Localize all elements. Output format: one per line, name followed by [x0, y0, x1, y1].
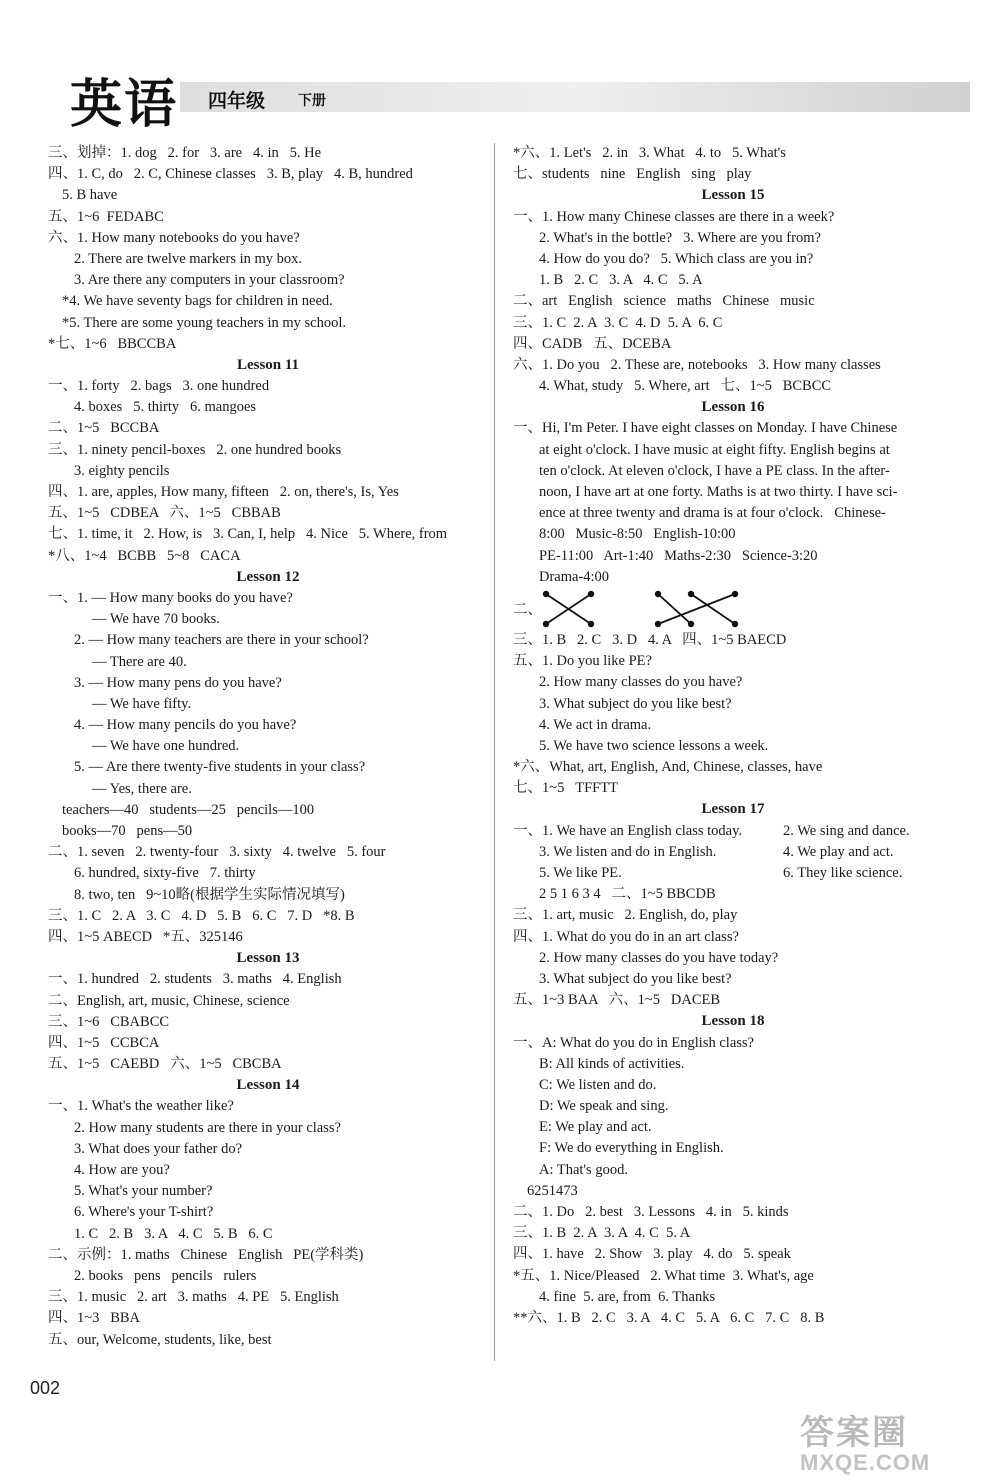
match-dot	[543, 621, 549, 627]
answer-line: C: We listen and do.	[539, 1076, 657, 1093]
book-title: 英语	[70, 75, 179, 135]
answer-pair-left: 一、1. We have an English class today.	[513, 822, 743, 839]
answer-line: E: We play and act.	[539, 1119, 652, 1136]
answer-line: *五、1. Nice/Pleased 2. What time 3. What's, age	[513, 1267, 814, 1284]
answer-line: 二、art English science maths Chinese music	[513, 293, 815, 310]
answer-line: 5. — Are there twenty-five students in your class?	[74, 759, 366, 776]
answer-pair-line	[513, 821, 953, 842]
book-volume: 下册	[298, 93, 326, 109]
answer-line: 二、1. Do 2. best 3. Lessons 4. in 5. kinds	[513, 1204, 789, 1220]
answer-line: F: We do everything in English.	[539, 1140, 724, 1157]
lesson-16-title: Lesson 16	[701, 399, 765, 416]
page-header	[30, 60, 960, 135]
answer-line: **六、1. B 2. C 3. A 4. C 5. A 6. C 7. C 8. B	[513, 1309, 825, 1326]
answer-line: 三、1. B 2. A 3. A 4. C 5. A	[513, 1225, 691, 1242]
watermark-url: MXQE.COM	[800, 1450, 931, 1475]
answer-line: 4. How do you do? 5. Which class are you in?	[539, 250, 814, 267]
match-dot	[688, 591, 694, 597]
answer-line: 4. How are you?	[74, 1162, 170, 1178]
answer-line: — We have 70 books.	[92, 611, 220, 628]
answer-line: ence at three twenty and drama is at four o'clock. Chinese-	[539, 505, 886, 522]
lesson-14-title: Lesson 14	[236, 1077, 300, 1094]
answer-line: *5. There are some young teachers in my school.	[62, 314, 347, 331]
match-dot	[588, 591, 594, 597]
answer-line: 二、1~5 BCCBA	[48, 420, 160, 437]
answer-line: 三、1. C 2. A 3. C 4. D 5. A 6. C	[513, 314, 723, 331]
watermark	[800, 1405, 970, 1475]
answer-line: 2. What's in the bottle? 3. Where are you from?	[539, 229, 821, 246]
answer-line: — We have one hundred.	[92, 738, 240, 755]
answer-line: 6. Where's your T-shirt?	[74, 1204, 214, 1221]
answer-line: Drama-4:00	[539, 568, 610, 585]
answer-line: teachers—40 students—25 pencils—100	[62, 801, 315, 818]
match-dot	[655, 621, 661, 627]
match-dot	[688, 621, 694, 627]
answer-line: 5. We have two science lessons a week.	[539, 737, 769, 754]
answer-pair-left: 3. We listen and do in English.	[539, 843, 717, 860]
answer-line: 6251473	[527, 1182, 578, 1199]
answer-line: 4. — How many pencils do you have?	[74, 717, 297, 734]
answer-line: 4. We act in drama.	[539, 716, 652, 733]
answer-line: books—70 pens—50	[62, 823, 193, 839]
answer-line: 3. What subject do you like best?	[539, 695, 732, 712]
answer-line: 三、1. ninety pencil-boxes 2. one hundred books	[48, 441, 342, 458]
answer-line: noon, I have art at one forty. Maths is at two thirty. I have sci-	[539, 484, 898, 500]
answer-line: ten o'clock. At eleven o'clock, I have a PE class. In the after-	[539, 462, 890, 479]
answer-pair-right: 2. We sing and dance.	[783, 822, 910, 839]
answer-line: 七、students nine English sing play	[513, 166, 752, 183]
answer-line: *六、What, art, English, And, Chinese, classes, have	[513, 759, 823, 776]
answer-pair-line	[513, 863, 953, 884]
column-divider	[494, 143, 495, 1361]
lesson-17-title: Lesson 17	[701, 801, 765, 818]
answer-line: 一、Hi, I'm Peter. I have eight classes on Monday. I have Chinese	[513, 420, 898, 437]
answer-line: 三、1. B 2. C 3. D 4. A 四、1~5 BAECD	[513, 631, 787, 648]
match-dot	[543, 591, 549, 597]
answer-line: 四、1. C, do 2. C, Chinese classes 3. B, play 4. B, hundred	[48, 166, 413, 183]
answer-line: *4. We have seventy bags for children in need.	[62, 293, 333, 310]
answer-line: 五、1. Do you like PE?	[513, 653, 652, 670]
answer-line: 三、1. C 2. A 3. C 4. D 5. B 6. C 7. D *8. B	[48, 907, 355, 924]
lesson-13-title: Lesson 13	[236, 950, 300, 967]
answer-line: 四、1. are, apples, How many, fifteen 2. on, there's, Is, Yes	[48, 484, 399, 500]
match-dot	[732, 591, 738, 597]
answer-line: 2. How many students are there in your class?	[74, 1119, 341, 1136]
answer-line: 四、1. What do you do in an art class?	[513, 928, 739, 945]
answer-line: 2. There are twelve markers in my box.	[74, 250, 303, 267]
page-number: 002	[30, 1378, 61, 1398]
answer-line: 三、1. art, music 2. English, do, play	[513, 907, 738, 924]
answer-line: 四、1~5 CCBCA	[48, 1034, 160, 1051]
answer-line: 3. What subject do you like best?	[539, 970, 732, 987]
answer-line: 2 5 1 6 3 4 二、1~5 BBCDB	[539, 886, 716, 903]
answer-line: 1. C 2. B 3. A 4. C 5. B 6. C	[74, 1225, 273, 1242]
match-dot	[588, 621, 594, 627]
answer-line: 五、1~5 CDBEA 六、1~5 CBBAB	[48, 505, 281, 522]
answer-line: 六、1. How many notebooks do you have?	[48, 229, 300, 246]
match-line	[658, 594, 691, 624]
answer-line: 3. Are there any computers in your classroom?	[74, 272, 345, 289]
answer-line: 4. What, study 5. Where, art 七、1~5 BCBCC	[539, 378, 832, 395]
answer-line: 一、1. — How many books do you have?	[48, 589, 293, 606]
right-column	[513, 143, 953, 1329]
lesson-18-title: Lesson 18	[701, 1013, 765, 1030]
answer-line: A: That's good.	[539, 1161, 628, 1178]
answer-line: 1. B 2. C 3. A 4. C 5. A	[539, 272, 703, 289]
matching-lines	[513, 588, 773, 630]
answer-line: PE-11:00 Art-1:40 Maths-2:30 Science-3:20	[539, 547, 818, 564]
answer-line: 3. eighty pencils	[74, 462, 170, 479]
answer-line: — There are 40.	[92, 653, 187, 670]
answer-line: 5. B have	[62, 187, 118, 204]
answer-pair-left: 5. We like PE.	[539, 865, 622, 881]
answer-line: 2. How many classes do you have today?	[539, 949, 779, 966]
answer-line: 8. two, ten 9~10略(根据学生实际情况填写)	[74, 886, 345, 903]
answer-line: 一、A: What do you do in English class?	[513, 1034, 754, 1051]
match-dot	[655, 591, 661, 597]
answer-line: 8:00 Music-8:50 English-10:00	[539, 526, 736, 543]
lesson-15-title: Lesson 15	[701, 187, 765, 204]
answer-line: 3. What does your father do?	[74, 1140, 243, 1157]
answer-line: 6. hundred, sixty-five 7. thirty	[74, 865, 256, 882]
lesson-11-title: Lesson 11	[236, 356, 300, 373]
answer-line: 二、示例：1. maths Chinese English PE(学科类)	[48, 1246, 364, 1263]
book-grade: 四年级	[208, 90, 266, 112]
answer-pair-right: 6. They like science.	[783, 865, 903, 881]
answer-pair-line	[513, 842, 953, 863]
answer-line: 七、1~5 TFFTT	[513, 780, 618, 797]
answer-line: 2. books pens pencils rulers	[74, 1267, 257, 1284]
answer-line: 4. boxes 5. thirty 6. mangoes	[74, 399, 257, 416]
watermark-logo: 答案圈	[800, 1413, 908, 1453]
answer-line: 三、1~6 CBABCC	[48, 1013, 170, 1030]
answer-line: 二、1. seven 2. twenty-four 3. sixty 4. twelve 5. four	[48, 844, 386, 861]
answer-line: 2. How many classes do you have?	[539, 674, 743, 691]
answer-line: at eight o'clock. I have music at eight fifty. English begins at	[539, 441, 890, 458]
answer-line: 四、1~3 BBA	[48, 1310, 141, 1327]
answer-line: 一、1. How many Chinese classes are there in a week?	[513, 208, 835, 225]
answer-line: 五、1~3 BAA 六、1~5 DACEB	[513, 992, 721, 1009]
answer-line: — We have fifty.	[92, 695, 192, 712]
matching-label: 二、	[513, 601, 542, 618]
match-dot	[732, 621, 738, 627]
answer-line: D: We speak and sing.	[539, 1098, 669, 1115]
answer-line: 六、1. Do you 2. These are, notebooks 3. How many classes	[513, 356, 881, 373]
answer-line: 5. What's your number?	[74, 1183, 213, 1200]
answer-line: 2. — How many teachers are there in your school?	[74, 632, 369, 649]
answer-line: 五、our, Welcome, students, like, best	[48, 1331, 272, 1348]
lesson-12-title: Lesson 12	[236, 568, 300, 585]
left-column	[48, 143, 488, 1351]
matching-diagram	[513, 588, 953, 630]
answer-line: 3. — How many pens do you have?	[74, 674, 282, 691]
answer-line: 五、1~5 CAEBD 六、1~5 CBCBA	[48, 1056, 282, 1073]
answer-line: 四、1~5 ABECD *五、325146	[48, 928, 243, 945]
answer-line: 四、CADB 五、DCEBA	[513, 335, 672, 352]
answer-line: 二、English, art, music, Chinese, science	[48, 992, 290, 1009]
answer-pair-right: 4. We play and act.	[783, 843, 894, 860]
answer-line: 七、1. time, it 2. How, is 3. Can, I, help 4. Nice 5. Where, from	[48, 526, 448, 543]
answer-line: B: All kinds of activities.	[539, 1055, 685, 1072]
answer-line: 三、1. music 2. art 3. maths 4. PE 5. English	[48, 1289, 339, 1306]
answer-line: 一、1. hundred 2. students 3. maths 4. English	[48, 971, 342, 988]
answer-line: 一、1. What's the weather like?	[48, 1098, 234, 1115]
answer-line: *八、1~4 BCBB 5~8 CACA	[48, 547, 241, 564]
answer-line: *七、1~6 BBCCBA	[48, 335, 177, 352]
answer-line: 一、1. forty 2. bags 3. one hundred	[48, 378, 270, 395]
answer-line: 四、1. have 2. Show 3. play 4. do 5. speak	[513, 1246, 791, 1263]
answer-line: — Yes, there are.	[92, 780, 192, 797]
answer-line: 4. fine 5. are, from 6. Thanks	[539, 1288, 716, 1305]
answer-line: 五、1~6 FEDABC	[48, 208, 164, 225]
answer-line: 三、划掉：1. dog 2. for 3. are 4. in 5. He	[48, 145, 322, 161]
answer-line: *六、1. Let's 2. in 3. What 4. to 5. What's	[513, 145, 786, 161]
